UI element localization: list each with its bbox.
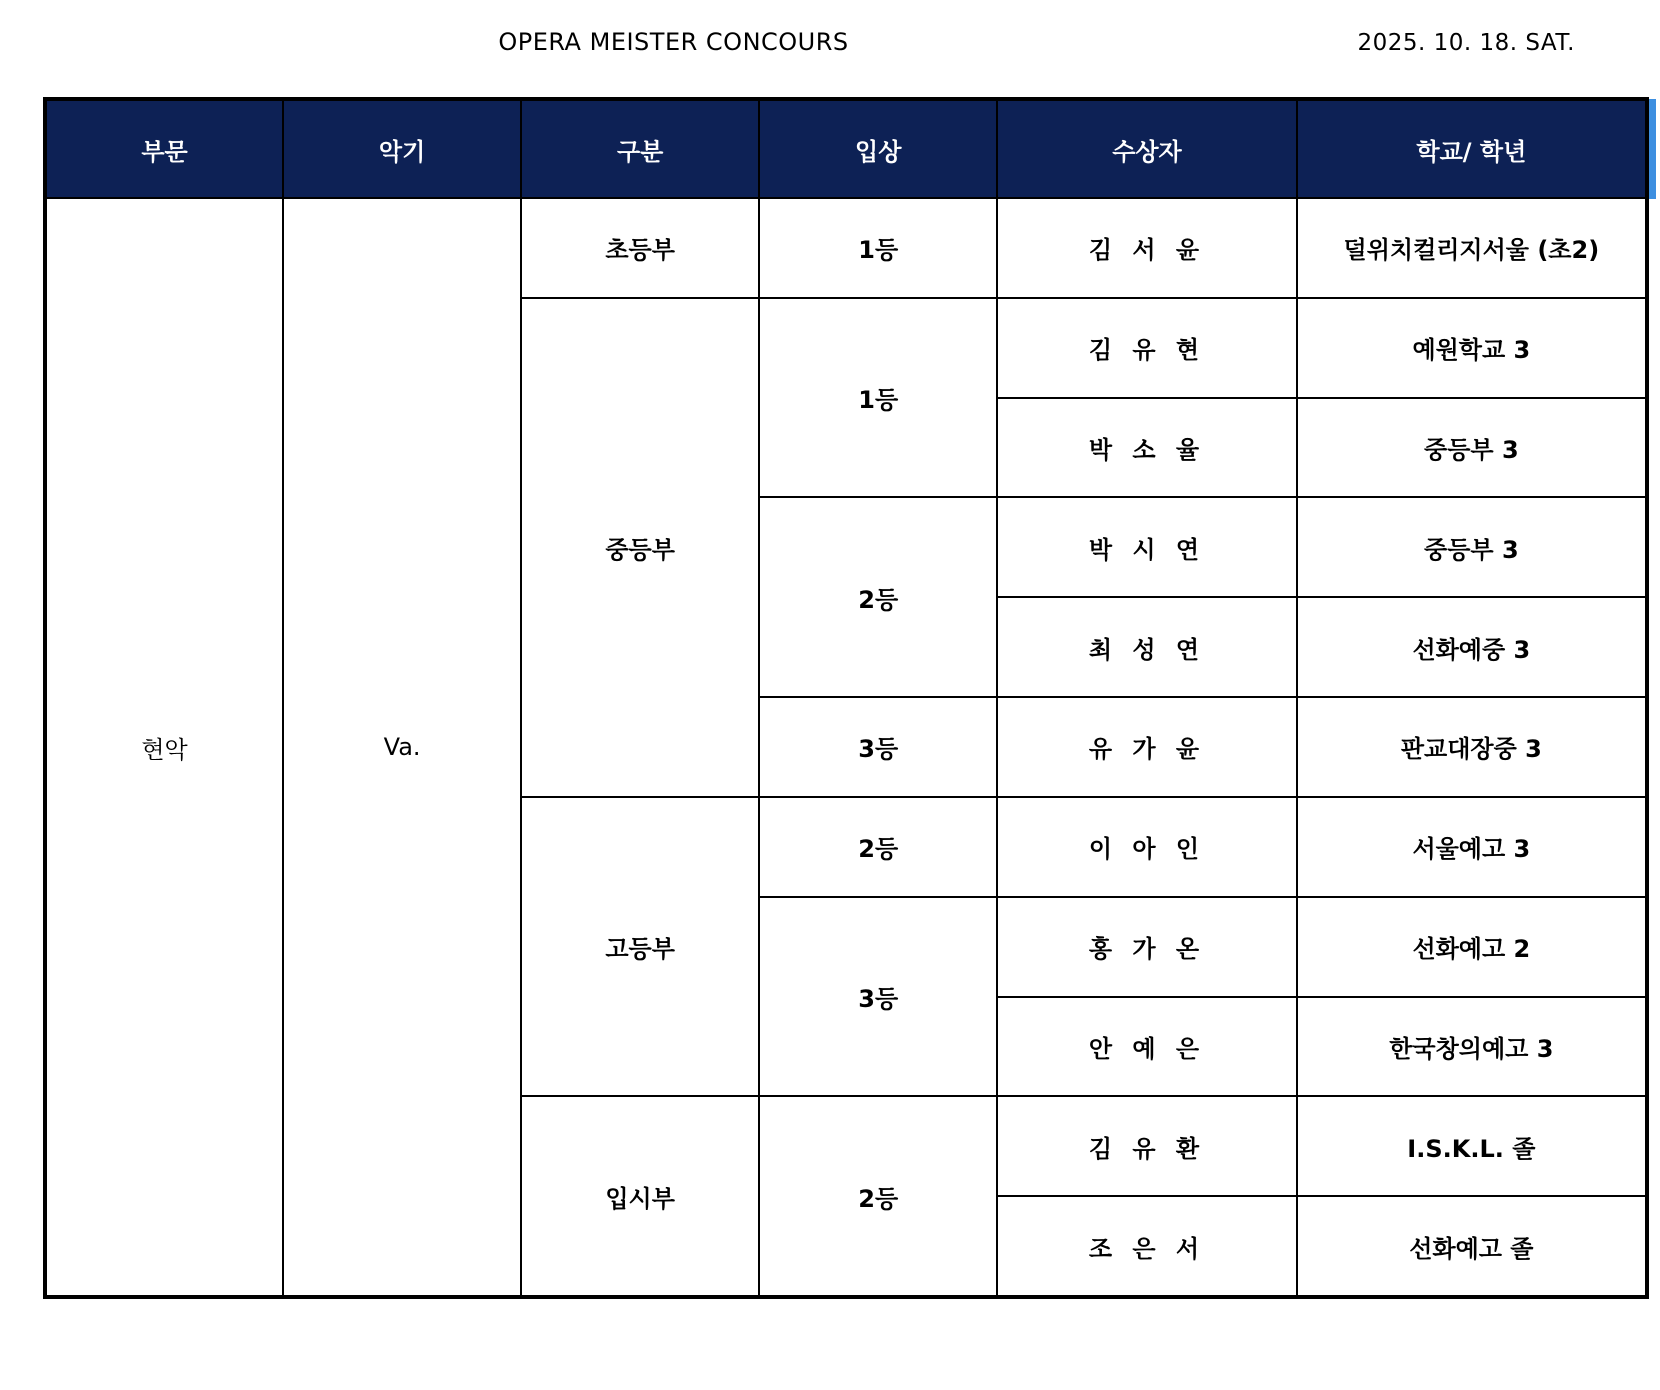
winner-name: 박 소 율 (997, 398, 1296, 498)
winner-name: 최 성 연 (997, 597, 1296, 697)
winner-name: 조 은 서 (997, 1196, 1296, 1297)
school-cell: 판교대장중 3 (1297, 697, 1647, 797)
winner-name: 김 유 현 (997, 298, 1296, 398)
column-header-instrument: 악기 (283, 99, 521, 198)
school-cell: 중등부 3 (1297, 497, 1647, 597)
school-cell: I.S.K.L. 졸 (1297, 1096, 1647, 1196)
winner-name: 박 시 연 (997, 497, 1296, 597)
place-cell: 2등 (759, 797, 997, 897)
winner-name: 이 아 인 (997, 797, 1296, 897)
category-cell: 초등부 (521, 198, 759, 298)
school-cell: 덜위치컬리지서울 (초2) (1297, 198, 1647, 298)
place-cell: 3등 (759, 697, 997, 797)
event-date: 2025. 10. 18. SAT. (1357, 30, 1575, 56)
division-cell: 현악 (45, 198, 283, 1297)
place-cell: 2등 (759, 497, 997, 697)
category-cell: 고등부 (521, 797, 759, 1096)
school-cell: 서울예고 3 (1297, 797, 1647, 897)
table-header-row (45, 99, 1647, 198)
school-cell: 한국창의예고 3 (1297, 997, 1647, 1097)
place-cell: 1등 (759, 298, 997, 498)
school-cell: 중등부 3 (1297, 398, 1647, 498)
winner-name: 안 예 은 (997, 997, 1296, 1097)
category-cell: 입시부 (521, 1096, 759, 1297)
instrument-cell: Va. (283, 198, 521, 1297)
winner-name: 홍 가 온 (997, 897, 1296, 997)
winner-name: 김 서 윤 (997, 198, 1296, 298)
school-cell: 선화예고 2 (1297, 897, 1647, 997)
column-header-category: 구분 (521, 99, 759, 198)
place-cell: 1등 (759, 198, 997, 298)
school-cell: 예원학교 3 (1297, 298, 1647, 398)
winner-name: 유 가 윤 (997, 697, 1296, 797)
column-header-school: 학교/ 학년 (1297, 99, 1647, 198)
results-table (43, 97, 1649, 1299)
table-row (45, 198, 1647, 298)
category-cell: 중등부 (521, 298, 759, 797)
school-cell: 선화예고 졸 (1297, 1196, 1647, 1297)
column-header-winner: 수상자 (997, 99, 1296, 198)
winner-name: 김 유 환 (997, 1096, 1296, 1196)
document-title: OPERA MEISTER CONCOURS (498, 28, 849, 56)
column-header-division: 부문 (45, 99, 283, 198)
place-cell: 3등 (759, 897, 997, 1097)
school-cell: 선화예중 3 (1297, 597, 1647, 697)
column-header-place: 입상 (759, 99, 997, 198)
place-cell: 2등 (759, 1096, 997, 1297)
